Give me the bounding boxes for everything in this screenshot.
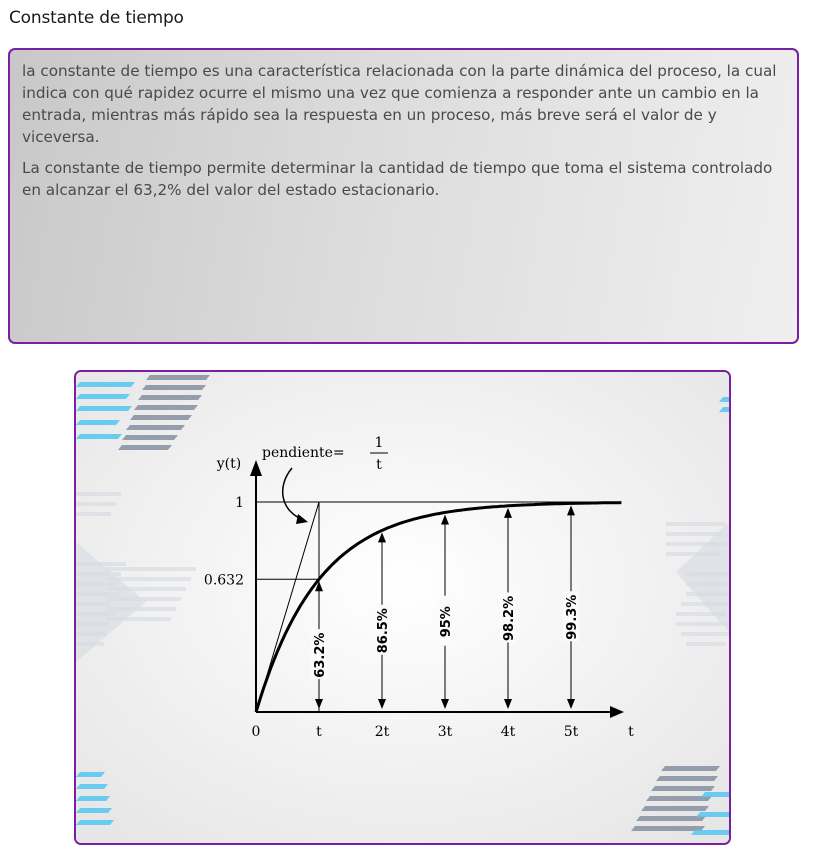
x-tick-label: 4t	[500, 724, 516, 740]
stripe	[76, 394, 130, 399]
stripe	[76, 796, 110, 801]
stripe	[122, 435, 178, 440]
slope-numerator: 1	[374, 435, 384, 451]
x-tick-label: 3t	[437, 724, 453, 740]
stripe	[696, 812, 729, 817]
stripe	[76, 502, 116, 506]
time-constant-chart	[76, 372, 729, 843]
figure-card	[74, 370, 731, 845]
stripe	[130, 415, 192, 420]
stripe	[636, 816, 706, 821]
slope-denominator: t	[376, 457, 382, 473]
x-tick-label: 2t	[374, 724, 390, 740]
x-tick-label: 5t	[563, 724, 579, 740]
stripe	[76, 512, 111, 516]
percent-label: 99.3%	[565, 594, 580, 640]
stripe	[691, 830, 729, 835]
y-tick-label: 0.632	[203, 572, 244, 589]
stripe	[76, 420, 120, 425]
stripe	[76, 808, 112, 813]
description-paragraph: la constante de tiempo es una característica relacionada con la parte dinámica del proceso, la cual indica con qué rapidez ocurre el mismo una vez que comienza a responder ante un cambio en la entrada, mientras más rápido sea la respuesta en un proceso, más breve será el valor de y viceversa.	[22, 62, 777, 146]
y-axis-label: y(t)	[216, 456, 242, 472]
stripe	[76, 434, 122, 439]
stripe	[76, 382, 135, 387]
stripe	[631, 826, 705, 831]
stripe	[666, 532, 721, 536]
stripe	[656, 776, 718, 781]
stripe	[686, 642, 726, 646]
stripe	[661, 766, 720, 771]
slope-annotation: pendiente=	[262, 445, 345, 461]
percent-label: 95%	[439, 606, 454, 638]
stripe	[134, 405, 198, 410]
x-tick-label: 0	[251, 724, 261, 740]
stripe	[106, 567, 196, 571]
description-card	[8, 48, 799, 344]
stripe	[138, 395, 202, 400]
stripe	[146, 375, 210, 380]
percent-label: 63.2%	[313, 632, 328, 678]
stripe	[666, 522, 726, 526]
stripe	[641, 806, 709, 811]
stripe	[76, 406, 132, 411]
stripe	[701, 792, 729, 797]
stripe	[651, 786, 715, 791]
page-title: Constante de tiempo	[9, 8, 184, 28]
stripe	[126, 425, 185, 430]
percent-label: 98.2%	[502, 595, 517, 641]
x-axis-label: t	[628, 724, 634, 740]
percent-label: 86.5%	[376, 608, 391, 654]
stripe	[76, 492, 121, 496]
description-paragraph: La constante de tiempo permite determinar la cantidad de tiempo que toma el sistema controlado en alcanzar el 63,2% del valor del estado estacionario.	[22, 159, 773, 199]
stripe	[76, 820, 114, 825]
y-tick-label: 1	[235, 495, 244, 511]
stripe	[118, 445, 172, 450]
stripe	[76, 784, 108, 789]
stripe	[142, 385, 206, 390]
stripe	[76, 772, 105, 777]
x-tick-label: t	[316, 724, 322, 740]
stripe	[681, 632, 729, 636]
